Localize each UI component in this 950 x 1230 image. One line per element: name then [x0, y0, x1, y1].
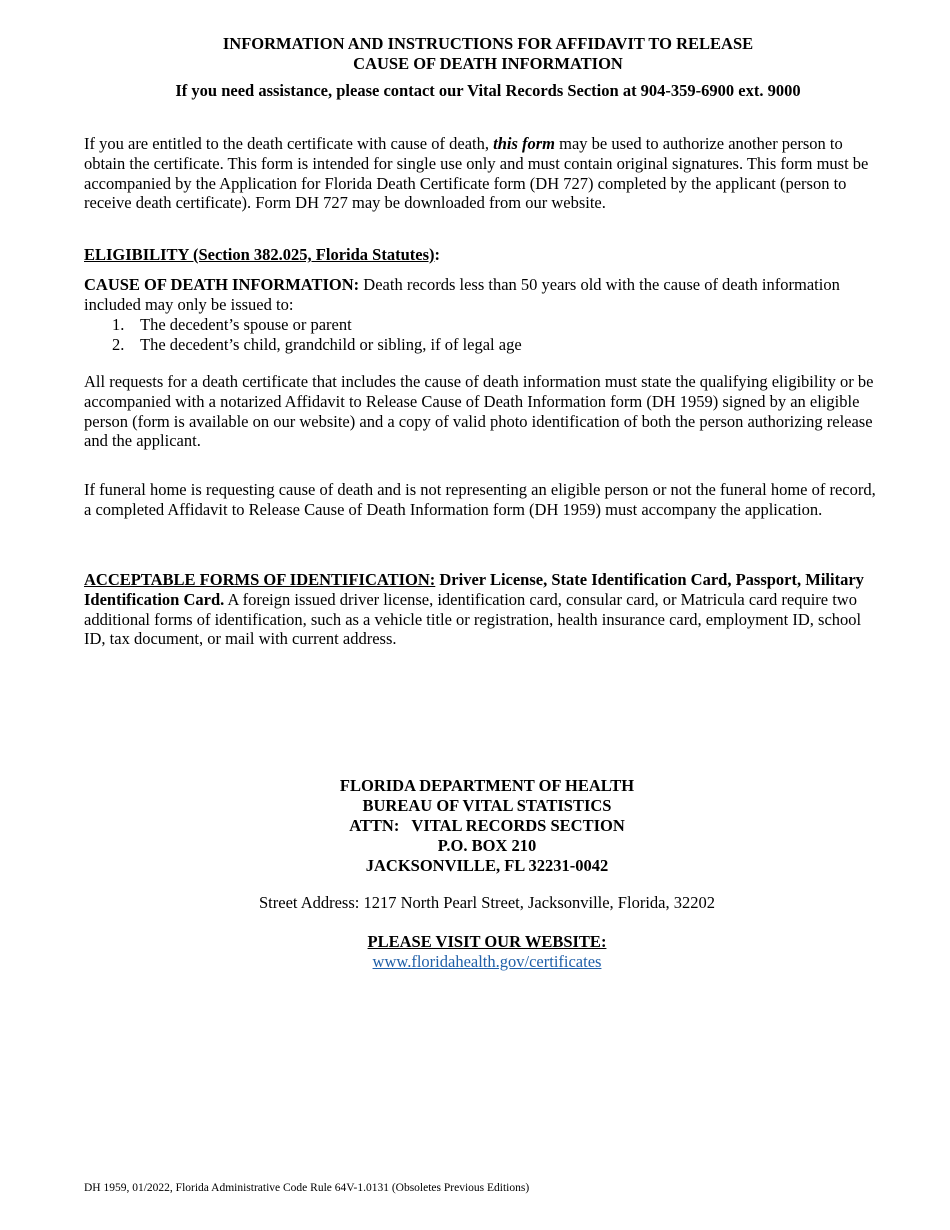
identification-text: A foreign issued driver license, identification card, consular card, or Matricula card require two additional forms of identification, such as a vehicle title or registration, health insurance card, employment ID, school ID, tax document, or mail with current address.	[84, 589, 862, 649]
cause-of-death-section	[84, 275, 884, 355]
address-line-2: BUREAU OF VITAL STATISTICS	[362, 796, 612, 815]
cause-of-death-paragraph	[84, 275, 884, 315]
list-item-text: The decedent’s child, grandchild or sibling, if of legal age	[140, 334, 522, 354]
address-line-1: FLORIDA DEPARTMENT OF HEALTH	[339, 776, 635, 795]
funeral-home-paragraph: If funeral home is requesting cause of death and is not representing an eligible person or not the funeral home of record, a completed Affidavit to Release Cause of Death Information form (DH 1959) must accompany the application.	[84, 480, 876, 519]
address-line-3: ATTN: VITAL RECORDS SECTION	[349, 816, 625, 835]
title-line-2: CAUSE OF DEATH INFORMATION	[353, 54, 623, 73]
cause-of-death-label: CAUSE OF DEATH INFORMATION:	[84, 275, 360, 294]
document-title	[84, 34, 892, 74]
list-item-number: 2.	[112, 334, 125, 354]
intro-text-after: may be used to authorize another person to obtain the certificate. This form is intended for single use only and must contain original signatures. This form must be accompanied by the Application for Florida Death Certificate form (DH 727) completed by the applicant (person to receive death certificate). Form DH 727 may be downloaded from our website.	[84, 134, 869, 213]
title-line-1: INFORMATION AND INSTRUCTIONS FOR AFFIDAVIT TO RELEASE	[222, 34, 754, 53]
identification-bold-list: Driver License, State Identification Card, Passport, Military Identification Card.	[84, 570, 864, 609]
all-requests-paragraph: All requests for a death certificate that includes the cause of death information must state the qualifying eligibility or be accompanied with a notarized Affidavit to Release Cause of Death Information form (DH 1959) signed by an eligible person (form is available on our website) and a copy of valid photo identification of both the person authorizing release and the applicant.	[84, 372, 874, 451]
identification-heading: ACCEPTABLE FORMS OF IDENTIFICATION:	[84, 570, 436, 589]
intro-text-before: If you are entitled to the death certificate with cause of death,	[84, 134, 494, 153]
list-item-number: 1.	[112, 314, 125, 334]
website-link[interactable]: www.floridahealth.gov/certificates	[372, 952, 602, 971]
list-item	[84, 335, 884, 355]
eligibility-heading	[84, 245, 884, 265]
mailing-address	[84, 776, 890, 876]
address-line-5: JACKSONVILLE, FL 32231-0042	[365, 856, 609, 875]
street-address: Street Address: 1217 North Pearl Street, Jacksonville, Florida, 32202	[259, 893, 715, 912]
list-item-text: The decedent’s spouse or parent	[140, 314, 352, 334]
identification-paragraph	[84, 570, 874, 649]
intro-paragraph	[84, 134, 884, 213]
list-item	[84, 315, 884, 335]
eligibility-heading-colon: :	[434, 245, 440, 264]
website-section	[84, 932, 890, 972]
address-line-4: P.O. BOX 210	[437, 836, 537, 855]
cause-of-death-text: Death records less than 50 years old with the cause of death information included may only be issued to:	[84, 275, 840, 314]
form-footer: DH 1959, 01/2022, Florida Administrative Code Rule 64V-1.0131 (Obsoletes Previous Editions)	[84, 1182, 530, 1194]
assistance-line: If you need assistance, please contact our Vital Records Section at 904-359-6900 ext. 9000	[175, 81, 801, 100]
eligibility-heading-text: ELIGIBILITY (Section 382.025, Florida Statutes)	[84, 245, 435, 264]
website-heading: PLEASE VISIT OUR WEBSITE:	[367, 932, 607, 951]
eligible-persons-list	[84, 315, 884, 355]
intro-emphasis: this form	[493, 134, 556, 153]
